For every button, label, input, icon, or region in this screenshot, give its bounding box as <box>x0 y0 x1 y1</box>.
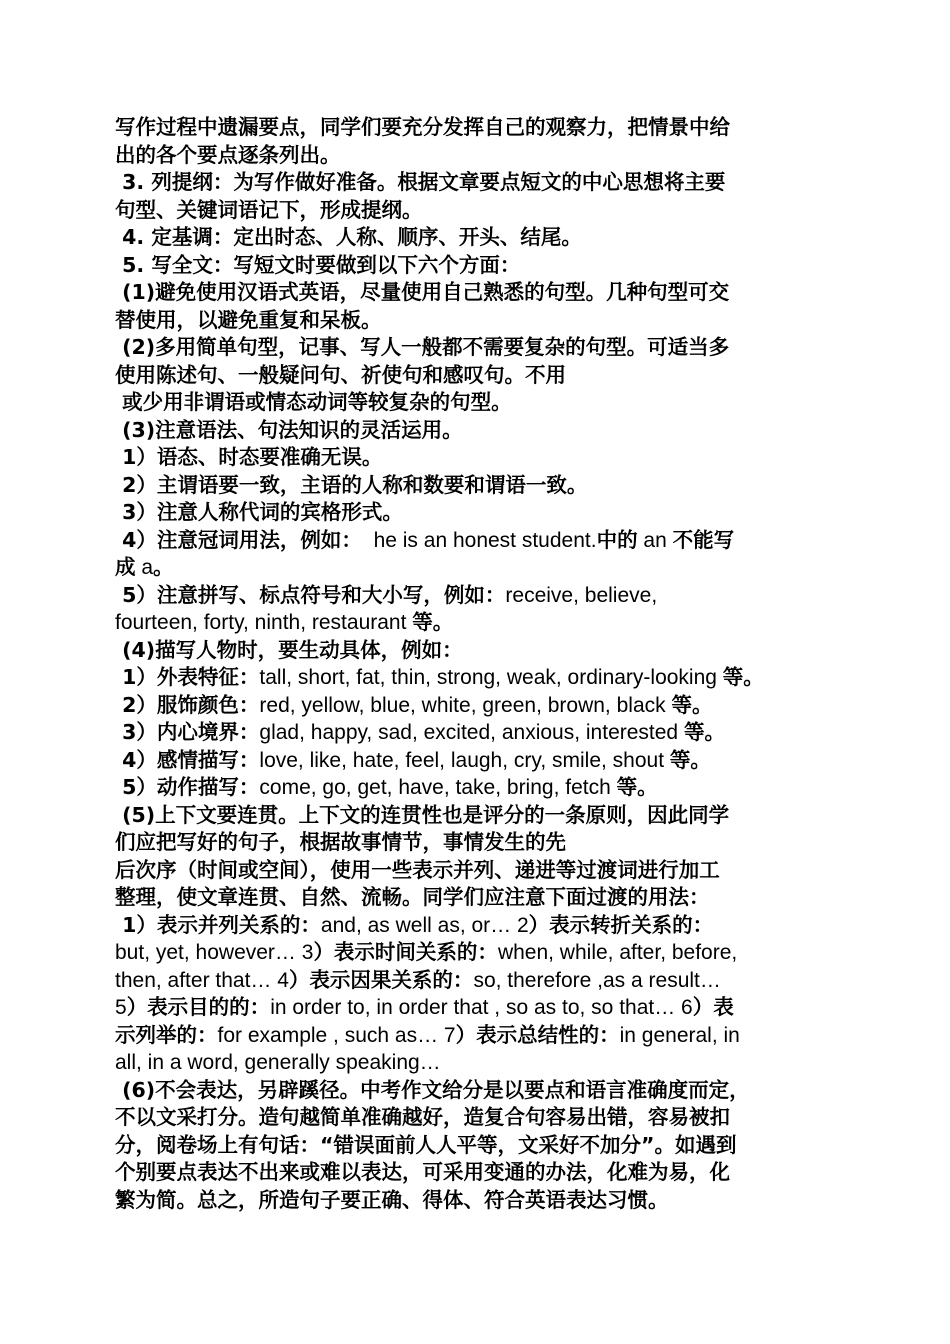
text-run: 整理，使文章连贯、自然、流畅。同学们应注意下面过渡的用法： <box>115 885 710 909</box>
text-run: 句型、关键词语记下，形成提纲。 <box>115 197 423 222</box>
text-run: in order to, in order that , so as to, so that… 6 <box>270 996 693 1019</box>
text-run: then, after that… 4 <box>115 968 289 992</box>
text-run: fourteen, forty, ninth, restaurant <box>115 611 413 634</box>
text-line <box>115 334 837 362</box>
text-run: ）表示总结性的： <box>455 1022 620 1047</box>
text-run: (2)多用简单句型，记事、写人一般都不需要复杂的句型。可适当多 <box>115 335 730 359</box>
text-line <box>115 747 837 775</box>
text-run: ）表示目的的： <box>126 995 271 1019</box>
text-run: 中的 <box>596 527 638 552</box>
text-run: tall, short, fat, thin, strong, weak, ordinary-looking <box>259 666 723 689</box>
text-line <box>115 389 837 417</box>
text-run: 等。 <box>669 747 711 772</box>
text-run: 5）动作描写： <box>115 775 260 799</box>
text-run: 4）感情描写： <box>115 747 260 772</box>
text-run: 不以文采打分。造句越简单准确越好，造复合句容易出错，容易被扣 <box>115 1105 730 1129</box>
text-line <box>115 1187 837 1215</box>
text-run: 5）注意拼写、标点符号和大小写，例如： <box>115 582 506 607</box>
text-run: ）表 <box>692 995 734 1019</box>
text-run: ）表示转折关系的： <box>528 912 714 937</box>
text-run: an <box>637 528 673 552</box>
text-run: (4)描写人物时，要生动具体，例如： <box>115 637 463 662</box>
text-run: 写作过程中遗漏要点，同学们要充分发挥自己的观察力，把情景中给 <box>115 115 730 139</box>
text-run: 1）表示并列关系的： <box>115 912 321 937</box>
text-line <box>115 857 837 885</box>
text-run: 等。 <box>616 775 658 799</box>
text-run: 个别要点表达不出来或难以表达，可采用变通的办法，化难为易，化 <box>115 1160 730 1184</box>
text-run: come, go, get, have, take, bring, fetch <box>259 776 617 799</box>
document-body <box>115 114 837 1214</box>
text-line <box>115 994 837 1022</box>
text-run: glad, happy, sad, excited, anxious, interested <box>259 721 684 744</box>
text-run: (1)避免使用汉语式英语，尽量使用自己熟悉的句型。几种句型可交 <box>115 280 730 304</box>
text-run: 等。 <box>722 665 764 689</box>
text-run: 5 <box>115 996 127 1019</box>
text-run: 1）语态、时态要准确无误。 <box>115 445 383 469</box>
text-line <box>115 719 837 747</box>
text-run: 4. 定基调：定出时态、人称、顺序、开头、结尾。 <box>115 225 582 249</box>
text-line <box>115 609 837 637</box>
text-run: 。 <box>153 555 174 579</box>
text-line <box>115 527 837 555</box>
text-line <box>115 252 837 280</box>
text-run: 后次序（时间或空间），使用一些表示并列、递进等过渡词进行加工 <box>115 857 720 882</box>
text-run: 等。 <box>671 692 713 717</box>
text-line <box>115 664 837 692</box>
text-line <box>115 774 837 802</box>
text-line <box>115 279 837 307</box>
text-run: 或少用非谓语或情态动词等较复杂的句型。 <box>115 390 512 414</box>
text-line <box>115 554 837 582</box>
text-run: 4）注意冠词用法，例如： <box>115 527 362 552</box>
text-run: (5)上下文要连贯。上下文的连贯性也是评分的一条原则，因此同学 <box>115 802 730 827</box>
text-line <box>115 1077 837 1105</box>
text-run: so, therefore ,as a result… <box>473 968 721 992</box>
text-run: 出的各个要点逐条列出。 <box>115 142 341 167</box>
text-run: but, yet, however… 3 <box>115 941 314 964</box>
text-line <box>115 307 837 335</box>
text-line <box>115 1022 837 1050</box>
text-line <box>115 114 837 142</box>
text-run: love, like, hate, feel, laugh, cry, smile, shout <box>259 748 670 772</box>
text-run: when, while, after, before, <box>497 941 738 964</box>
text-run: 们应把写好的句子，根据故事情节，事情发生的先 <box>115 830 566 854</box>
text-run: and, as well as, or… 2 <box>320 913 529 937</box>
text-line <box>115 472 837 500</box>
text-run: (6)不会表达，另辟蹊径。中考作文给分是以要点和语言准确度而定， <box>115 1077 750 1102</box>
text-line <box>115 1104 837 1132</box>
text-run: 替使用，以避免重复和呆板。 <box>115 307 382 332</box>
text-line <box>115 444 837 472</box>
text-run: 3. 列提纲：为写作做好准备。根据文章要点短文的中心思想将主要 <box>115 170 726 194</box>
text-line <box>115 169 837 197</box>
text-run: all, in a word, generally speaking… <box>115 1051 441 1074</box>
text-run: 使用陈述句、一般疑问句、祈使句和感叹句。不用 <box>115 362 566 387</box>
text-run: 5. 写全文：写短文时要做到以下六个方面： <box>115 252 521 277</box>
text-line <box>115 912 837 940</box>
text-line <box>115 417 837 445</box>
text-run: ）表示因果关系的： <box>288 967 474 992</box>
text-run: in general, in <box>619 1023 740 1047</box>
text-run: 等。 <box>412 610 454 634</box>
text-run: a <box>135 556 154 579</box>
text-line <box>115 829 837 857</box>
text-run: (3)注意语法、句法知识的灵活运用。 <box>115 417 463 442</box>
text-run: 繁为简。总之，所造句子要正确、得体、符合英语表达习惯。 <box>115 1187 669 1212</box>
text-line <box>115 582 837 610</box>
text-run: 3）内心境界： <box>115 720 260 744</box>
text-line <box>115 1159 837 1187</box>
text-line <box>115 1132 837 1160</box>
text-run: 示列举的： <box>115 1022 218 1047</box>
text-run: 2）服饰颜色： <box>115 692 260 717</box>
text-line <box>115 967 837 995</box>
text-run: 不能写 <box>672 527 735 552</box>
text-run: red, yellow, blue, white, green, brown, black <box>259 693 672 717</box>
text-run: he is an honest student. <box>361 528 597 552</box>
text-line <box>115 499 837 527</box>
text-line <box>115 692 837 720</box>
text-run: 3）注意人称代词的宾格形式。 <box>115 500 403 524</box>
text-run: receive, believe, <box>505 583 658 607</box>
text-run: 1）外表特征： <box>115 665 260 689</box>
text-line <box>115 884 837 912</box>
text-line <box>115 802 837 830</box>
text-line <box>115 637 837 665</box>
text-line <box>115 142 837 170</box>
text-run: 2）主谓语要一致，主语的人称和数要和谓语一致。 <box>115 472 588 497</box>
text-run: 分，阅卷场上有句话：“错误面前人人平等，文采好不加分”。如遇到 <box>115 1132 737 1157</box>
text-run: for example , such as… 7 <box>217 1023 456 1047</box>
text-line <box>115 939 837 967</box>
text-run: ）表示时间关系的： <box>313 940 498 964</box>
text-run: 等。 <box>683 720 725 744</box>
text-run: 成 <box>115 555 136 579</box>
text-line <box>115 1049 837 1077</box>
text-line <box>115 362 837 390</box>
text-line <box>115 224 837 252</box>
text-line <box>115 197 837 225</box>
